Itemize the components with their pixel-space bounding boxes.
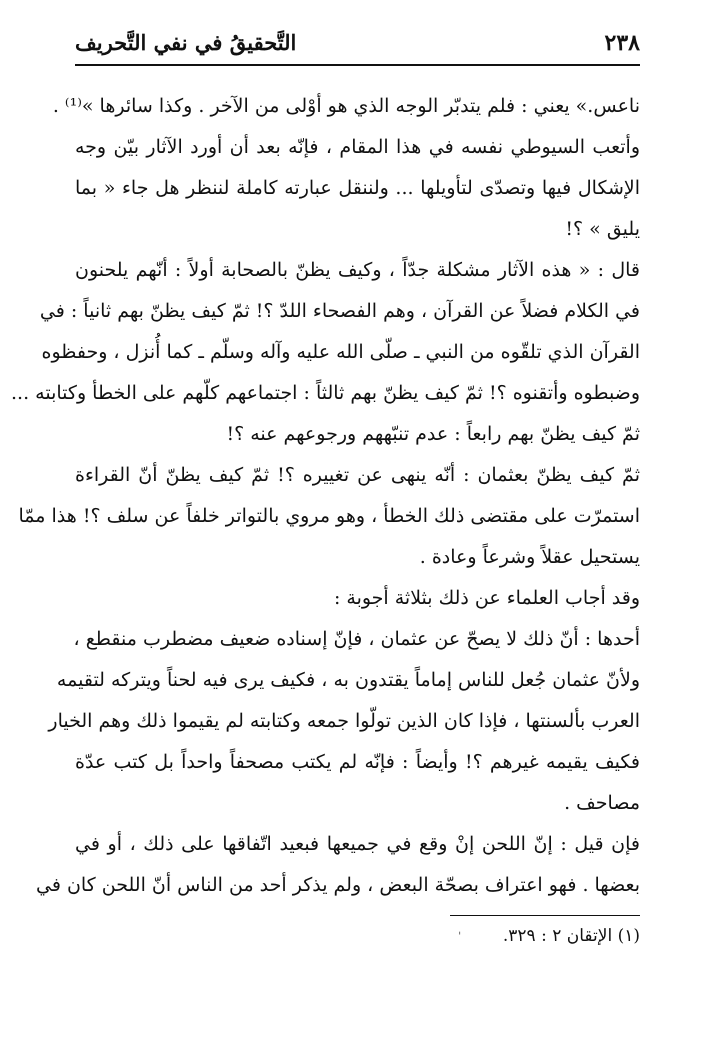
text-line: أحدها : أنّ ذلك لا يصحّ عن عثمان ، فإنّ إسناده ضعيف مضطرب منقطع ، <box>73 628 640 650</box>
text-line: فكيف يقيمه غيرهم ؟! وأيضاً : فإنّه لم يكتب مصحفاً واحداً بل كتب عدّة <box>75 751 640 773</box>
running-title: التَّحقيقُ في نفي التَّحريف <box>75 30 297 55</box>
stray-mark: ˈ <box>458 930 462 944</box>
text-line: يستحيل عقلاً وشرعاً وعادة . <box>419 546 640 568</box>
text-line: وضبطوه وأتقنوه ؟! ثمّ كيف يظنّ بهم ثالثاً : اجتماعهم كلّهم على الخطأ وكتابته ... <box>11 382 640 404</box>
page-header <box>75 28 640 62</box>
text-line: ولأنّ عثمان جُعل للناس إماماً يقتدون به ، فكيف يرى فيه لحناً ويتركه لتقيمه <box>56 669 640 691</box>
text-line: مصاحف . <box>564 792 640 814</box>
text-line: ناعس.» يعني : فلم يتدبّر الوجه الذي هو أوْلى من الآخر . وكذا سائرها »⁽¹⁾ . <box>52 95 640 117</box>
text-line: الإشكال فيها وتصدّى لتأويلها ... ولننقل عبارته كاملة لننظر هل جاء « بما <box>75 177 640 199</box>
text-line: قال : « هذه الآثار مشكلة جدّاً ، وكيف يظنّ بالصحابة أولاً : أنّهم يلحنون <box>75 259 640 281</box>
footnote-rule <box>450 915 640 916</box>
text-line: يليق » ؟! <box>565 218 640 240</box>
body-text <box>11 86 640 906</box>
text-line: استمرّت على مقتضى ذلك الخطأ ، وهو مروي بالتواتر خلفاً عن سلف ؟! هذا ممّا <box>18 505 640 527</box>
text-line: ثمّ كيف يظنّ بعثمان : أنّه ينهى عن تغييره ؟! ثمّ كيف يظنّ أنّ القراءة <box>75 464 640 486</box>
text-line: العرب بألسنتها ، فإذا كان الذين تولّوا جمعه وكتابته لم يقيموا ذلك وهم الخيار <box>48 710 640 732</box>
text-line: فإن قيل : إنّ اللحن إنْ وقع في جميعها فبعيد اتّفاقها على ذلك ، أو في <box>75 833 640 855</box>
footnote: (١) الإتقان ٢ : ٣٢٩. <box>502 926 640 946</box>
text-line: في الكلام فضلاً عن القرآن ، وهم الفصحاء اللدّ ؟! ثمّ كيف يظنّ بهم ثانياً : في <box>39 300 640 322</box>
text-line: وأتعب السيوطي نفسه في هذا المقام ، فإنّه بعد أن أورد الآثار بيّن وجه <box>75 136 640 158</box>
text-line: وقد أجاب العلماء عن ذلك بثلاثة أجوبة : <box>333 587 640 609</box>
page-number: ٢٣٨ <box>604 30 640 56</box>
text-line: ثمّ كيف يظنّ بهم رابعاً : عدم تنبّههم ورجوعهم عنه ؟! <box>226 423 640 445</box>
text-line: بعضها . فهو اعتراف بصحّة البعض ، ولم يذكر أحد من الناس أنّ اللحن كان في <box>35 874 640 896</box>
header-rule <box>75 64 640 66</box>
text-line: القرآن الذي تلقّوه من النبي ـ صلّى الله عليه وآله وسلّم ـ كما أُنزل ، وحفظوه <box>41 341 640 363</box>
